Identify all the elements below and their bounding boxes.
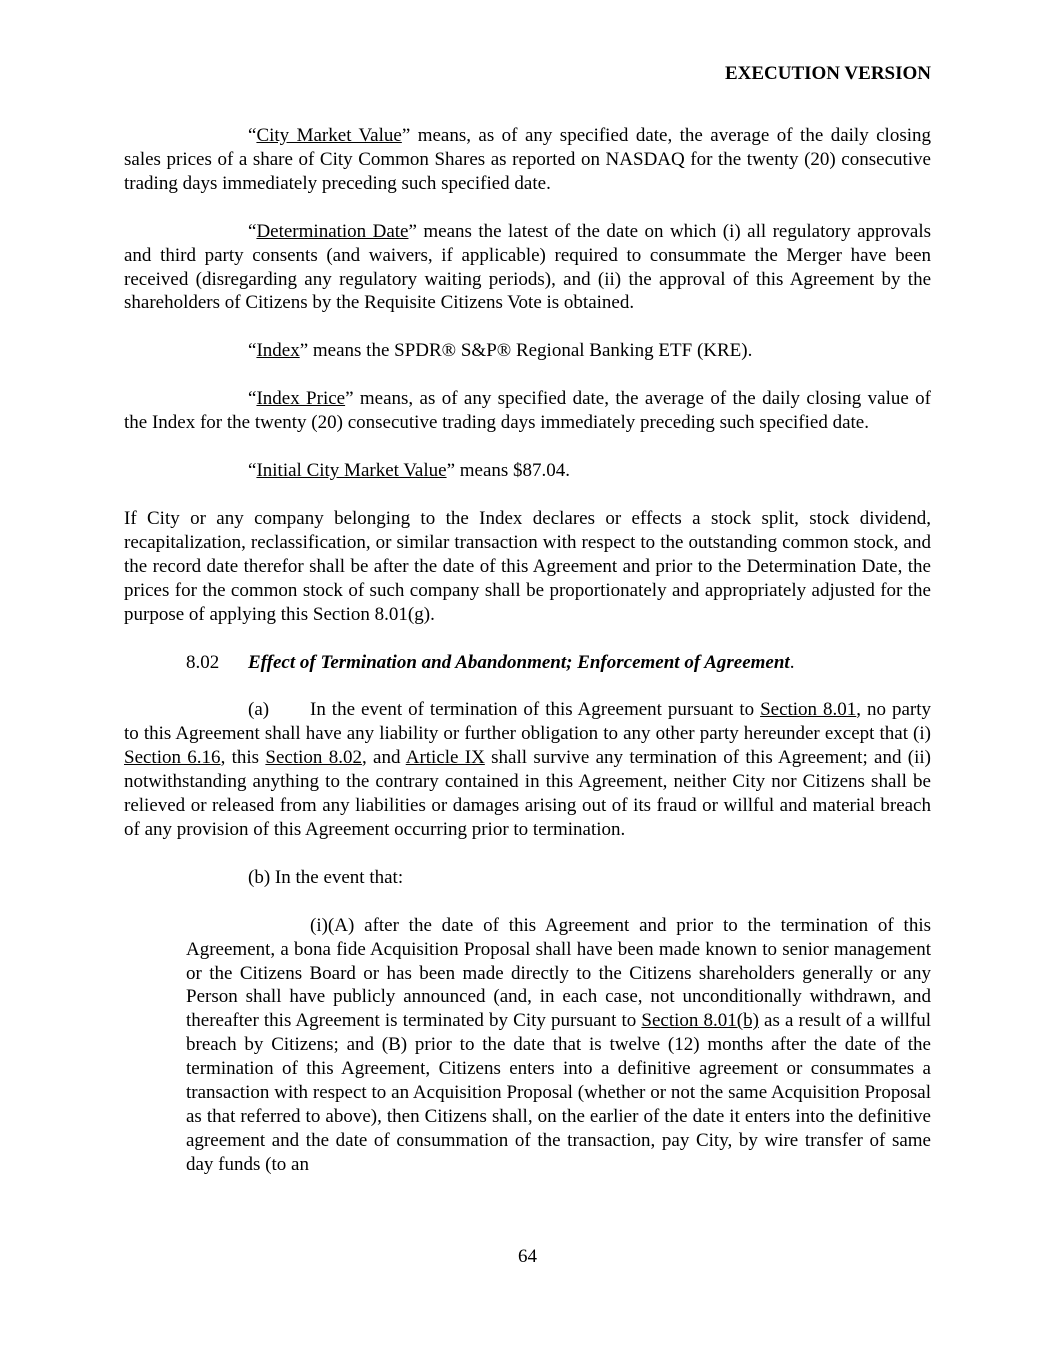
open-quote: “ [248,220,257,242]
defined-term: Initial City Market Value [256,460,447,482]
paragraph-text: , this [220,747,266,769]
open-quote: “ [248,460,257,482]
definition-initial-city-market-value [124,459,931,483]
section-title-period: . [789,651,795,673]
definition-text: ” means the latest of the date on which (i) all regulatory approvals and third party consents (and waivers, if applicable) required to consummate the Merger have been received (disregarding any regulatory waiting periods), and (ii) the approval of this Agreement by the shareholders of Citizens by the Requisite Citizens Vote is obtained. [124,220,931,314]
section-8-02-heading [124,651,931,675]
paragraph-label: (a) [248,699,270,721]
open-quote: “ [248,340,257,362]
defined-term: Determination Date [256,220,409,242]
definition-index-price [124,387,931,435]
open-quote: “ [248,388,257,410]
article-reference-link: Article IX [405,747,485,769]
page-number: 64 [518,1246,537,1267]
definition-text: ” means, as of any specified date, the average of the daily closing sales prices of a share of City Common Shares as reported on NASDAQ for the twenty (20) consecutive trading days immediately preceding such specified date. [124,125,932,194]
section-number: 8.02 [186,651,220,673]
section-reference-link: Section 8.01(b) [641,1010,759,1032]
section-title: Effect of Termination and Abandonment; Enforcement of Agreement [248,651,790,673]
section-reference-link: Section 8.02 [265,747,362,769]
definition-text: ” means, as of any specified date, the average of the daily closing value of the Index for the twenty (20) consecutive trading days immediately preceding such specified date. [124,388,931,434]
paragraph-text: as a result of a willful breach by Citizens; and (B) prior to the date that is twelve (12) months after the date of the termination of this Agreement, Citizens enters into a definitive agreement or consummates a transaction with respect to an Acquisition Proposal (whether or not the same Acquisition Proposal as that referred to above), then Citizens shall, on the earlier of the date it enters into the definitive agreement and the date of consummation of the transaction, pay City, by wire transfer of same day funds (to an [186,1010,931,1175]
definition-determination-date [124,220,931,316]
definition-city-market-value [124,124,931,196]
definition-text: ” means $87.04. [446,460,571,482]
paragraph-text: In the event of termination of this Agreement pursuant to [310,699,761,721]
section-reference-link: Section 8.01 [760,699,857,721]
paragraph-text: , no party to this Agreement shall have any liability or further obligation to any other party hereunder except that (i) [124,699,931,745]
paragraph-text: , and [361,747,406,769]
defined-term: City Market Value [256,125,402,146]
paragraph-text: shall survive any termination of this Agreement; and (ii) notwithstanding anything to the contrary contained in this Agreement, neither City nor Citizens shall be relieved or released from any liabilities or damages arising out of its fraud or willful and material breach of any provision of this Agreement occurring prior to termination. [124,747,932,840]
paragraph-b-i [186,914,931,1177]
open-quote: “ [248,125,257,146]
paragraph-text: (i)(A) after the date of this Agreement and prior to the termination of this Agreement, a bona fide Acquisition Proposal shall have been made known to senior management or the Citizens Board or has been made directly to the Citizens shareholders generally or any Person shall have publicly announced (and, in each case, not unconditionally withdrawn, and thereafter this Agreement is terminated by City pursuant to [186,914,931,1032]
defined-term: Index Price [256,388,346,410]
paragraph-a [124,698,931,841]
section-reference-link: Section 6.16 [124,747,221,769]
paragraph-b: (b) In the event that: [248,866,404,888]
defined-term: Index [256,340,300,362]
definition-text: ” means the SPDR® S&P® Regional Banking ETF (KRE). [299,340,753,362]
adjustment-paragraph: If City or any company belonging to the Index declares or effects a stock split, stock dividend, recapitalization, reclassification, or similar transaction with respect to the outstanding common stock, and the record date therefor shall be after the date of this Agreement and prior to the Determination Date, the prices for the common stock of such company shall be proportionately and appropriately adjusted for the purpose of applying this Section 8.01(g). [124,507,931,625]
definition-index [124,339,931,363]
document-body [124,124,931,1177]
execution-version-header: EXECUTION VERSION [724,63,931,84]
